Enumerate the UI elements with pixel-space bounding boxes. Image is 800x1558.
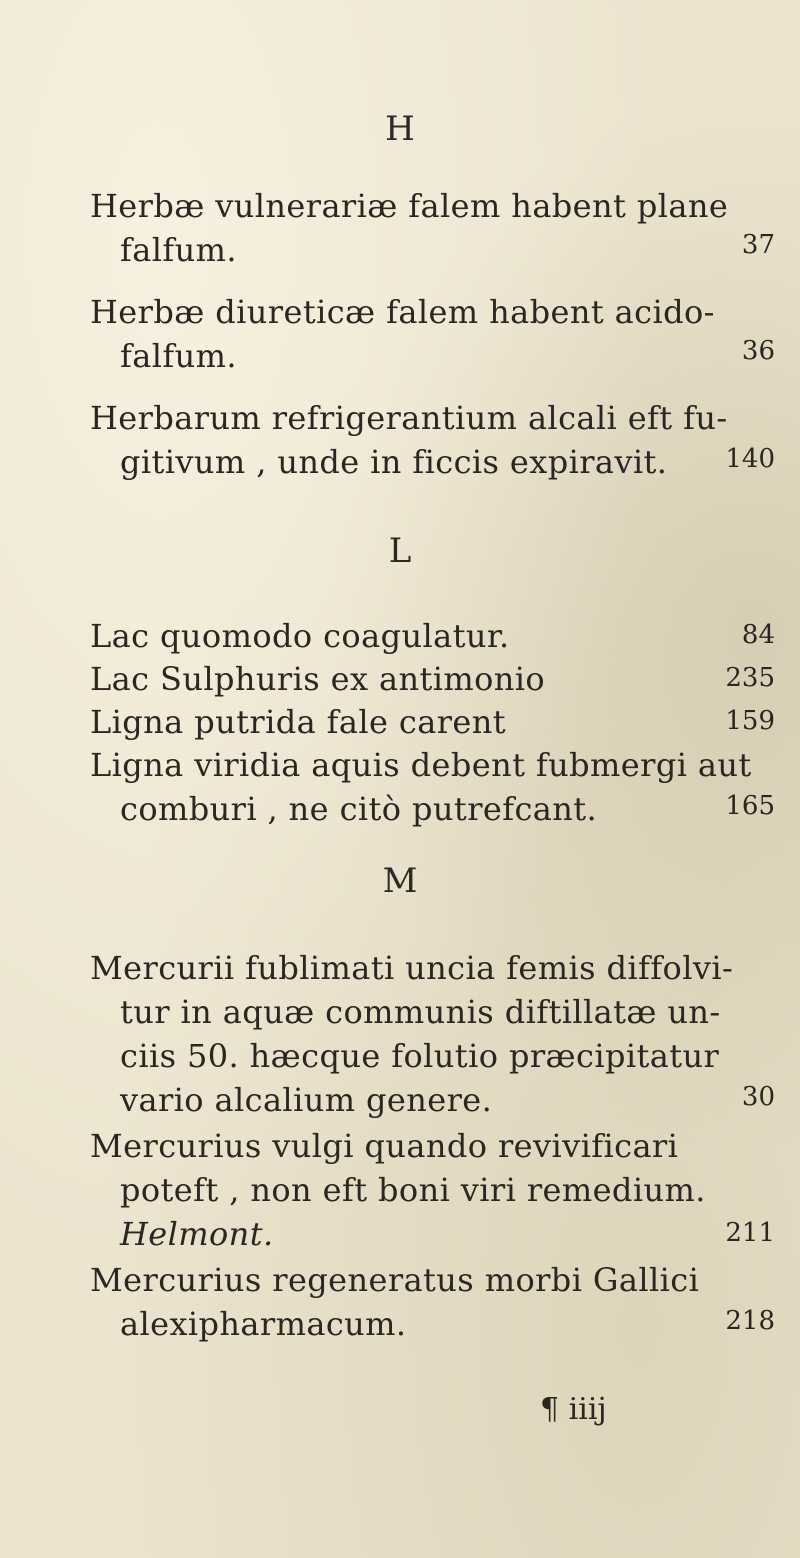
entry-author-text: Helmont. (120, 1215, 274, 1253)
entry-text: falfum. (120, 231, 237, 269)
entry-l-3 (90, 703, 775, 746)
entry-h-3 (90, 399, 775, 486)
entry-l-4 (90, 746, 775, 833)
section-letter-h: H (385, 109, 415, 149)
page-number: 165 (725, 791, 775, 821)
entry-text: alexipharmacum. (120, 1305, 407, 1343)
entry-text: tur in aquæ communis diftillatæ un- (120, 993, 721, 1031)
page-number: 211 (725, 1218, 775, 1248)
entry-text: falfum. (120, 337, 237, 375)
entry-text: gitivum , unde in ficcis expiravit. (120, 443, 668, 481)
entry-text: Mercurius regeneratus morbi Gallici (90, 1261, 700, 1299)
entry-h-1 (90, 187, 775, 274)
page-number: 36 (741, 336, 775, 366)
section-letter-l: L (388, 531, 412, 571)
entry-m-1 (90, 949, 775, 1124)
entry-m-3 (90, 1261, 775, 1350)
page-number: 235 (725, 663, 775, 693)
entry-text: ciis 50. hæcque folutio præcipitatur (120, 1037, 720, 1075)
signature-mark: ¶ iiij (540, 1392, 607, 1427)
entry-text: Herbæ vulnerariæ falem habent plane (90, 187, 729, 225)
page-number: 37 (741, 230, 775, 260)
page-number: 30 (741, 1082, 775, 1112)
entry-l-1 (90, 617, 775, 660)
entry-m-2 (90, 1127, 775, 1262)
entry-text: Mercurius vulgi quando revivificari (90, 1127, 679, 1165)
entry-text: poteft , non eft boni viri remedium. (120, 1171, 706, 1209)
section-letter-m: M (382, 861, 418, 901)
page-number: 218 (725, 1306, 775, 1336)
entry-text: vario alcalium genere. (120, 1081, 493, 1119)
entry-text: Lac Sulphuris ex antimonio (90, 660, 546, 698)
entry-text: Ligna viridia aquis debent fubmergi aut (90, 746, 752, 784)
page-number: 140 (725, 444, 775, 474)
page-number: 159 (725, 706, 775, 736)
entry-text: Herbarum refrigerantium alcali eft fu- (90, 399, 728, 437)
entry-l-2 (90, 660, 775, 703)
entry-text: Ligna putrida fale carent (90, 703, 507, 741)
entry-text: Mercurii fublimati uncia femis diffolvi- (90, 949, 734, 987)
entry-h-2 (90, 293, 775, 380)
entry-text: comburi , ne citò putrefcant. (120, 790, 598, 828)
entry-text: Lac quomodo coagulatur. (90, 617, 510, 655)
entry-text: Herbæ diureticæ falem habent acido- (90, 293, 715, 331)
page-number: 84 (741, 620, 775, 650)
